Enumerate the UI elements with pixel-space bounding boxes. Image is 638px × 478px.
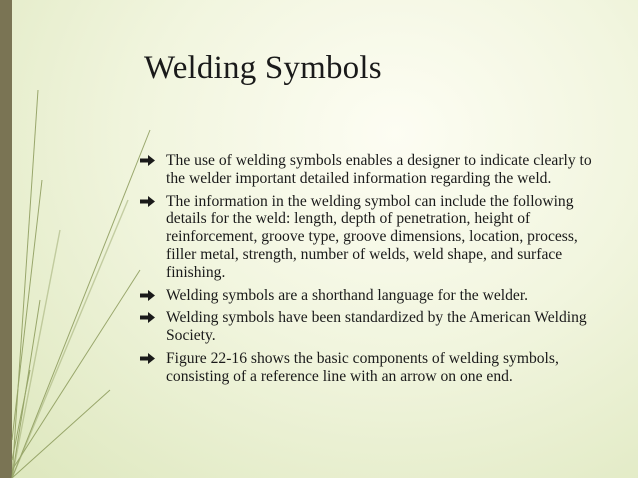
- arrow-bullet-icon: [140, 155, 155, 166]
- bullet-text: Welding symbols have been standardized by the American Welding Society.: [166, 309, 587, 345]
- page-title: Welding Symbols: [144, 50, 382, 86]
- arrow-bullet-icon: [140, 353, 155, 364]
- bullet-text: The information in the welding symbol can include the following details for the weld: length, depth of penetration, height of reinforcement, groove type, groove dimensions, location, process, filler metal, strength, number of welds, weld shape, and surface finishing.: [166, 192, 578, 281]
- arrow-bullet-icon: [140, 290, 155, 301]
- bullet-text: Figure 22-16 shows the basic components of welding symbols, consisting of a reference line with an arrow on one end.: [166, 349, 559, 385]
- arrow-bullet-icon: [140, 312, 155, 323]
- list-item: [138, 350, 598, 386]
- arrow-bullet-icon: [140, 196, 155, 207]
- decorative-lines: [0, 0, 160, 478]
- bullet-text: Welding symbols are a shorthand language for the welder.: [166, 286, 529, 304]
- bullet-text: The use of welding symbols enables a designer to indicate clearly to the welder important detailed information regarding the weld.: [166, 152, 592, 187]
- list-item: [138, 287, 598, 305]
- bullet-list: [138, 152, 598, 391]
- list-item: [138, 193, 598, 282]
- list-item: [138, 152, 598, 188]
- list-item: [138, 309, 598, 345]
